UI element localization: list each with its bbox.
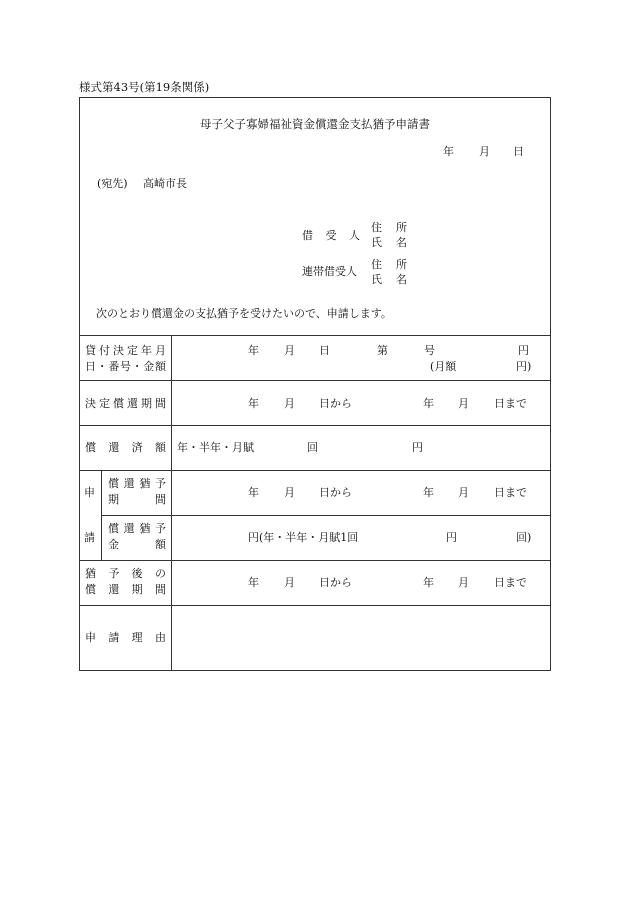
loan-decision-year: 年 <box>248 344 259 357</box>
deferral-from-month: 月 <box>284 486 295 499</box>
table-rule <box>79 605 551 606</box>
post-deferral-from-year: 年 <box>248 576 259 589</box>
repaid-yen: 円 <box>412 441 423 454</box>
deferral-from-day: 日から <box>319 486 352 499</box>
repayment-from-year: 年 <box>248 397 259 410</box>
deferral-amount-label-2: 金 額 <box>108 538 166 551</box>
deferral-to-month: 月 <box>458 486 469 499</box>
post-deferral-from-day: 日から <box>319 576 352 589</box>
addressee-name: 高崎市長 <box>143 177 187 190</box>
loan-decision-monthly-yen: 円) <box>516 360 532 373</box>
date-month: 月 <box>479 145 490 158</box>
joint-borrower-address-label: 住 所 <box>371 258 407 271</box>
deferral-amount-yen: 円 <box>446 531 457 544</box>
reason-label: 申 請 理 由 <box>85 631 166 644</box>
application-group-label-1: 申 <box>84 486 95 499</box>
form-number-label: 様式第43号(第19条関係) <box>79 80 210 94</box>
borrower-address-label: 住 所 <box>371 221 407 234</box>
deferral-amount-label: 償 還 猶 予 <box>108 522 166 535</box>
date-year: 年 <box>443 145 454 158</box>
repayment-from-month: 月 <box>284 397 295 410</box>
joint-borrower-label: 連帯借受人 <box>302 265 357 278</box>
repayment-to-year: 年 <box>423 397 434 410</box>
repayment-to-month: 月 <box>458 397 469 410</box>
loan-decision-monthly-label: (月額 <box>430 360 457 373</box>
deferral-to-day: 日まで <box>494 486 527 499</box>
form-title: 母子父子寡婦福祉資金償還金支払猶予申請書 <box>200 117 430 131</box>
repayment-from-day: 日から <box>319 397 352 410</box>
post-deferral-label: 猶 予 後 の <box>85 567 166 580</box>
application-group-label-2: 請 <box>84 531 95 544</box>
table-column-rule <box>101 470 102 560</box>
loan-decision-label-2: 日 ・ 番 号 ・ 金 額 <box>85 360 166 373</box>
repayment-to-day: 日まで <box>494 397 527 410</box>
table-column-rule <box>171 335 172 671</box>
repaid-amount-label: 償 還 済 額 <box>85 441 166 454</box>
post-deferral-to-month: 月 <box>458 576 469 589</box>
borrower-label: 借 受 人 <box>302 229 360 242</box>
date-day: 日 <box>513 145 524 158</box>
deferral-period-label: 償 還 猶 予 <box>108 477 166 490</box>
repayment-period-label: 決 定 償 還 期 間 <box>85 397 166 410</box>
deferral-amount-times: 回) <box>516 531 532 544</box>
loan-decision-month: 月 <box>284 344 295 357</box>
addressee-prefix: (宛先) <box>97 177 128 190</box>
loan-decision-label: 貸 付 決 定 年 月 <box>85 344 166 357</box>
table-rule <box>79 425 551 426</box>
deferral-amount-detail: 円(年・半年・月賦1回 <box>248 531 359 544</box>
deferral-from-year: 年 <box>248 486 259 499</box>
repaid-installment: 年・半年・月賦 <box>177 441 254 454</box>
loan-decision-yen: 円 <box>518 344 529 357</box>
deferral-to-year: 年 <box>423 486 434 499</box>
loan-decision-day: 日 <box>319 344 330 357</box>
table-rule <box>79 380 551 381</box>
post-deferral-to-year: 年 <box>423 576 434 589</box>
post-deferral-from-month: 月 <box>284 576 295 589</box>
table-rule <box>101 515 551 516</box>
deferral-period-label-2: 期 間 <box>108 493 166 506</box>
application-statement: 次のとおり償還金の支払猶予を受けたいので、申請します。 <box>96 307 392 320</box>
joint-borrower-name-label: 氏 名 <box>371 273 407 286</box>
post-deferral-to-day: 日まで <box>494 576 527 589</box>
post-deferral-label-2: 償 還 期 間 <box>85 583 166 596</box>
table-rule <box>79 335 551 336</box>
borrower-name-label: 氏 名 <box>371 236 407 249</box>
table-rule <box>79 470 551 471</box>
repaid-times: 回 <box>307 441 318 454</box>
table-rule <box>79 560 551 561</box>
loan-decision-number-suffix: 号 <box>424 344 435 357</box>
loan-decision-number-prefix: 第 <box>377 344 388 357</box>
